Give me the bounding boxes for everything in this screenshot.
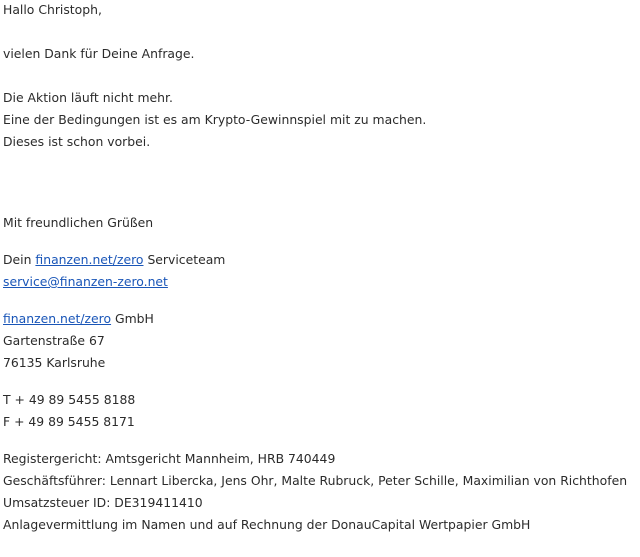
company-suffix: GmbH (115, 311, 154, 326)
greeting: Hallo Christoph, (3, 2, 102, 17)
signature-email (3, 274, 168, 290)
company-street: Gartenstraße 67 (3, 333, 105, 348)
signature-suffix: Serviceteam (147, 252, 226, 267)
signature-link[interactable]: finanzen.net/zero (35, 252, 144, 267)
service-email-link[interactable]: service@finanzen-zero.net (3, 274, 168, 289)
closing: Mit freundlichen Grüßen (3, 215, 154, 230)
body-line: Dieses ist schon vorbei. (3, 134, 151, 149)
body-line: Die Aktion läuft nicht mehr. (3, 90, 173, 105)
company-link[interactable]: finanzen.net/zero (3, 311, 112, 326)
thanks-line: vielen Dank für Deine Anfrage. (3, 46, 195, 61)
phone-number: T + 49 89 5455 8188 (3, 392, 136, 407)
body-line: Eine der Bedingungen ist es am Krypto-Gewinnspiel mit zu machen. (3, 112, 427, 127)
brokerage-notice: Anlagevermittlung im Namen und auf Rechnung der DonauCapital Wertpapier GmbH (3, 517, 531, 532)
vat-id: Umsatzsteuer ID: DE319411410 (3, 495, 203, 510)
company-city: 76135 Karlsruhe (3, 355, 106, 370)
managing-directors: Geschäftsführer: Lennart Libercka, Jens Ohr, Malte Rubruck, Peter Schille, Maximilian von Richthofen (3, 473, 628, 488)
fax-number: F + 49 89 5455 8171 (3, 414, 135, 429)
signature-prefix: Dein (3, 252, 32, 267)
register-court: Registergericht: Amtsgericht Mannheim, HRB 740449 (3, 451, 336, 466)
signature-team (3, 252, 225, 268)
company-name (3, 311, 154, 327)
